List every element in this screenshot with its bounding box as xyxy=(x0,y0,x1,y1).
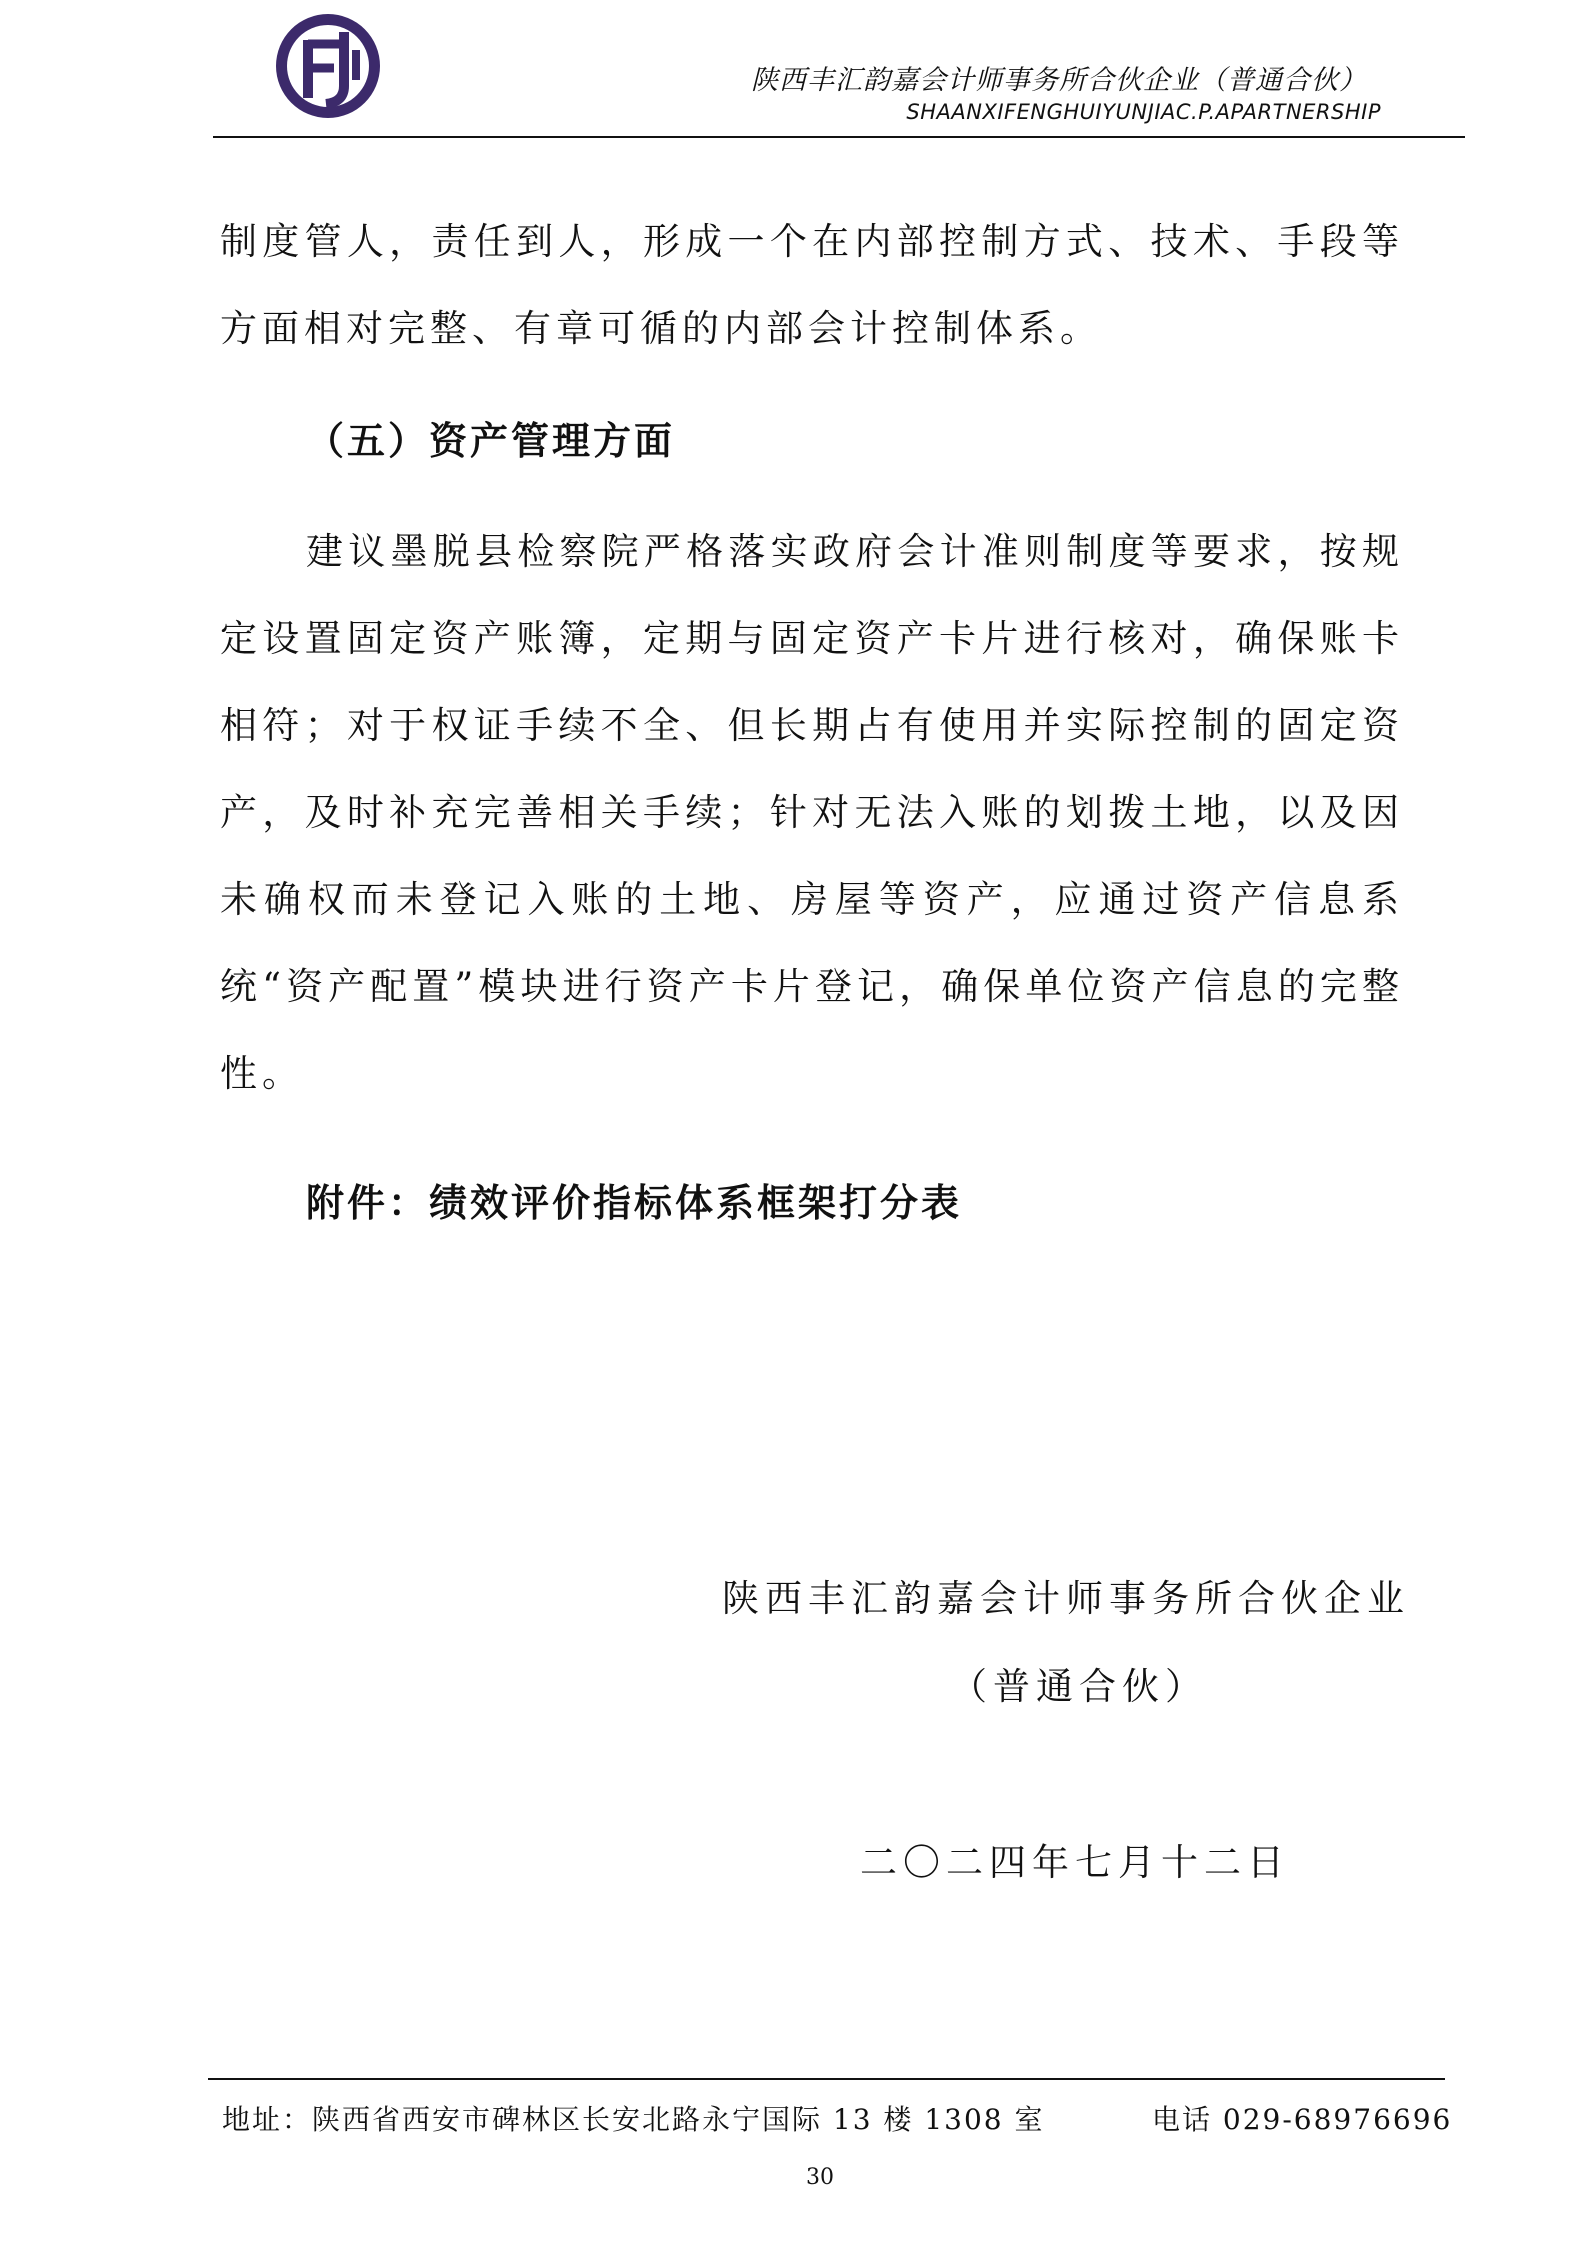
header-company-cn: 陕西丰汇韵嘉会计师事务所合伙企业（普通合伙） xyxy=(751,65,1367,96)
header-company-en: SHAANXIFENGHUIYUNJIAC.P.APARTNERSHIP xyxy=(906,100,1381,124)
header-divider xyxy=(213,136,1465,138)
section-heading-asset-management: （五）资产管理方面 xyxy=(306,419,676,463)
fhyj-logo-icon xyxy=(272,10,384,122)
signature-firm-name: 陕西丰汇韵嘉会计师事务所合伙企业 xyxy=(722,1577,1410,1620)
footer-divider xyxy=(208,2078,1445,2080)
paragraph-internal-control: 制度管人，责任到人，形成一个在内部控制方式、技术、手段等方面相对完整、有章可循的内部会计控制体系。 xyxy=(220,220,1404,350)
page-number: 30 xyxy=(806,2165,834,2190)
attachment-title: 附件：绩效评价指标体系框架打分表 xyxy=(306,1181,963,1225)
footer-phone: 电话 029-68976696 xyxy=(1152,2103,1453,2136)
signature-date: 二〇二四年七月十二日 xyxy=(860,1841,1290,1884)
signature-firm-type: （普通合伙） xyxy=(950,1665,1208,1708)
paragraph-asset-management: 建议墨脱县检察院严格落实政府会计准则制度等要求，按规定设置固定资产账簿，定期与固定资产卡片进行核对，确保账卡相符；对于权证手续不全、但长期占有使用并实际控制的固定资产，及时补充完善相关手续；针对无法入账的划拨土地，以及因未确权而未登记入账的土地、房屋等资产，应通过资产信息系统“资产配置”模块进行资产卡片登记，确保单位资产信息的完整性。 xyxy=(220,530,1404,1095)
footer-address: 地址：陕西省西安市碑林区长安北路永宁国际 13 楼 1308 室 xyxy=(222,2103,1045,2136)
